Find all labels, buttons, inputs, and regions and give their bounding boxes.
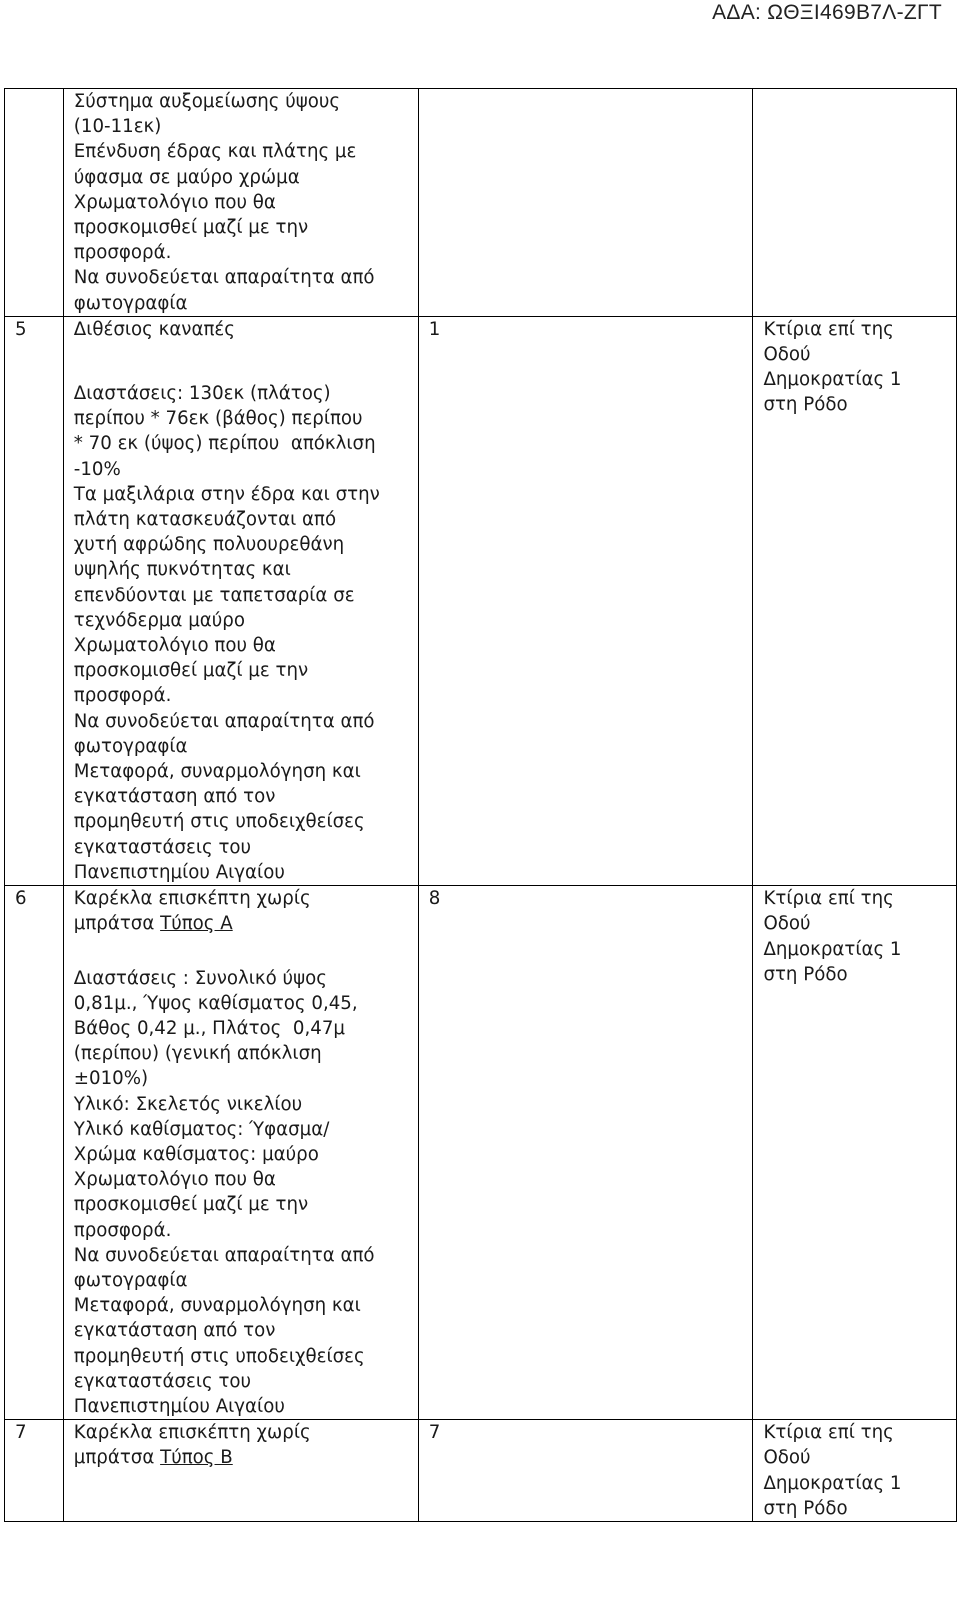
item-title-prefix: μπράτσα	[73, 1447, 161, 1469]
description-line: προσκομισθεί μαζί με την	[73, 660, 309, 682]
description-line: Διαστάσεις : Συνολικό ύψος	[73, 967, 327, 989]
item-number	[5, 89, 64, 317]
description-line: περίπου * 76εκ (βάθος) περίπου	[73, 408, 363, 430]
description-line: εγκατάσταση από τον	[73, 786, 276, 808]
item-title: Διθέσιος καναπές	[73, 318, 235, 340]
location-line: στη Ρόδο	[763, 394, 848, 416]
description-line: ύφασμα σε μαύρο χρώμα	[73, 166, 300, 188]
item-title-line2	[74, 911, 408, 936]
description-line: φωτογραφία	[73, 292, 188, 314]
description-line: προσκομισθεί μαζί με την	[73, 1194, 309, 1216]
item-number: 6	[5, 886, 64, 1420]
location-line: Οδού	[763, 1447, 811, 1469]
description-line: χυτή αφρώδης πολυουρεθάνη	[73, 534, 345, 556]
description-line: επενδύονται με ταπετσαρία σε	[73, 584, 355, 606]
item-description	[63, 886, 418, 1420]
description-line: (10-11εκ)	[73, 116, 162, 138]
description-line: Μεταφορά, συναρμολόγηση και	[73, 1295, 361, 1317]
description-line: Υλικό καθίσματος: Ύφασμα/	[73, 1118, 330, 1140]
item-description	[63, 1420, 418, 1522]
item-quantity: 7	[418, 1420, 753, 1522]
location-line: Δημοκρατίας 1	[763, 369, 902, 391]
description-line: πλάτη κατασκευάζονται από	[73, 509, 337, 531]
description-line: φωτογραφία	[73, 735, 188, 757]
description-line: προσκομισθεί μαζί με την	[73, 217, 309, 239]
location-line: Οδού	[763, 913, 811, 935]
item-quantity: 1	[418, 316, 753, 885]
description-line: Χρωματολόγιο που θα	[73, 635, 276, 657]
description-line: Μεταφορά, συναρμολόγηση και	[73, 761, 361, 783]
table-row	[5, 89, 957, 317]
item-location	[753, 1420, 957, 1522]
item-title: Καρέκλα επισκέπτη χωρίς	[73, 1422, 311, 1444]
item-description	[63, 316, 418, 885]
location-line: Οδού	[763, 344, 811, 366]
description-line: προμηθευτή στις υποδειχθείσες	[73, 811, 365, 833]
description-line: εγκατάσταση από τον	[73, 1320, 276, 1342]
ada-code: ΑΔΑ: ΩΘΞΙ469Β7Λ-ΖΓΤ	[712, 1, 942, 24]
table-row	[5, 316, 957, 885]
item-number: 7	[5, 1420, 64, 1522]
description-line: * 70 εκ (ύψος) περίπου απόκλιση	[73, 433, 376, 455]
item-location	[753, 886, 957, 1420]
description-line: Επένδυση έδρας και πλάτης με	[73, 141, 357, 163]
location-line: Κτίρια επί της	[763, 318, 894, 340]
spec-table	[4, 88, 957, 1522]
description-line: Χρωματολόγιο που θα	[73, 191, 276, 213]
description-line: Να συνοδεύεται απαραίτητα από	[73, 1244, 375, 1266]
item-type-label: Τύπος Α	[160, 913, 233, 935]
description-line: φωτογραφία	[73, 1269, 188, 1291]
description-line: προσφορά.	[73, 685, 172, 707]
item-title-prefix: μπράτσα	[73, 913, 161, 935]
item-title: Καρέκλα επισκέπτη χωρίς	[73, 888, 311, 910]
item-quantity: 8	[418, 886, 753, 1420]
description-line: Χρώμα καθίσματος: μαύρο	[73, 1143, 319, 1165]
description-line: ±010%)	[73, 1068, 149, 1090]
description-line: εγκαταστάσεις του	[73, 1370, 252, 1392]
description-line: εγκαταστάσεις του	[73, 836, 252, 858]
description-line: τεχνόδερμα μαύρο	[73, 609, 245, 631]
description-line: προμηθευτή στις υποδειχθείσες	[73, 1345, 365, 1367]
description-line: προσφορά.	[73, 1219, 172, 1241]
location-line: στη Ρόδο	[763, 1497, 848, 1519]
description-line: Χρωματολόγιο που θα	[73, 1169, 276, 1191]
description-line: Πανεπιστημίου Αιγαίου	[73, 1395, 285, 1417]
item-quantity	[418, 89, 753, 317]
item-location	[753, 89, 957, 317]
location-line: Κτίρια επί της	[763, 1422, 894, 1444]
item-title-line2	[74, 1445, 408, 1470]
description-line: προσφορά.	[73, 242, 172, 264]
location-line: στη Ρόδο	[763, 963, 848, 985]
description-line: 0,81μ., Ύψος καθίσματος 0,45,	[73, 992, 358, 1014]
description-line: υψηλής πυκνότητας και	[73, 559, 291, 581]
item-type-label: Τύπος Β	[160, 1447, 233, 1469]
table-row	[5, 886, 957, 1420]
location-line: Δημοκρατίας 1	[763, 938, 902, 960]
location-line: Κτίρια επί της	[763, 888, 894, 910]
table-row	[5, 1420, 957, 1522]
description-line: Σύστημα αυξομείωσης ύψους	[73, 91, 341, 112]
item-location	[753, 316, 957, 885]
description-line: Να συνοδεύεται απαραίτητα από	[73, 267, 375, 289]
description-line: -10%	[73, 458, 121, 480]
description-line: Να συνοδεύεται απαραίτητα από	[73, 710, 375, 732]
description-line: Βάθος 0,42 μ., Πλάτος 0,47μ	[73, 1017, 345, 1039]
description-line: Υλικό: Σκελετός νικελίου	[73, 1093, 303, 1115]
description-line: Τα μαξιλάρια στην έδρα και στην	[73, 483, 380, 505]
item-description	[63, 89, 418, 317]
description-line: (περίπου) (γενική απόκλιση	[73, 1043, 322, 1065]
location-line: Δημοκρατίας 1	[763, 1472, 902, 1494]
description-line: Διαστάσεις: 130εκ (πλάτος)	[73, 383, 331, 405]
item-number: 5	[5, 316, 64, 885]
description-line: Πανεπιστημίου Αιγαίου	[73, 861, 285, 883]
